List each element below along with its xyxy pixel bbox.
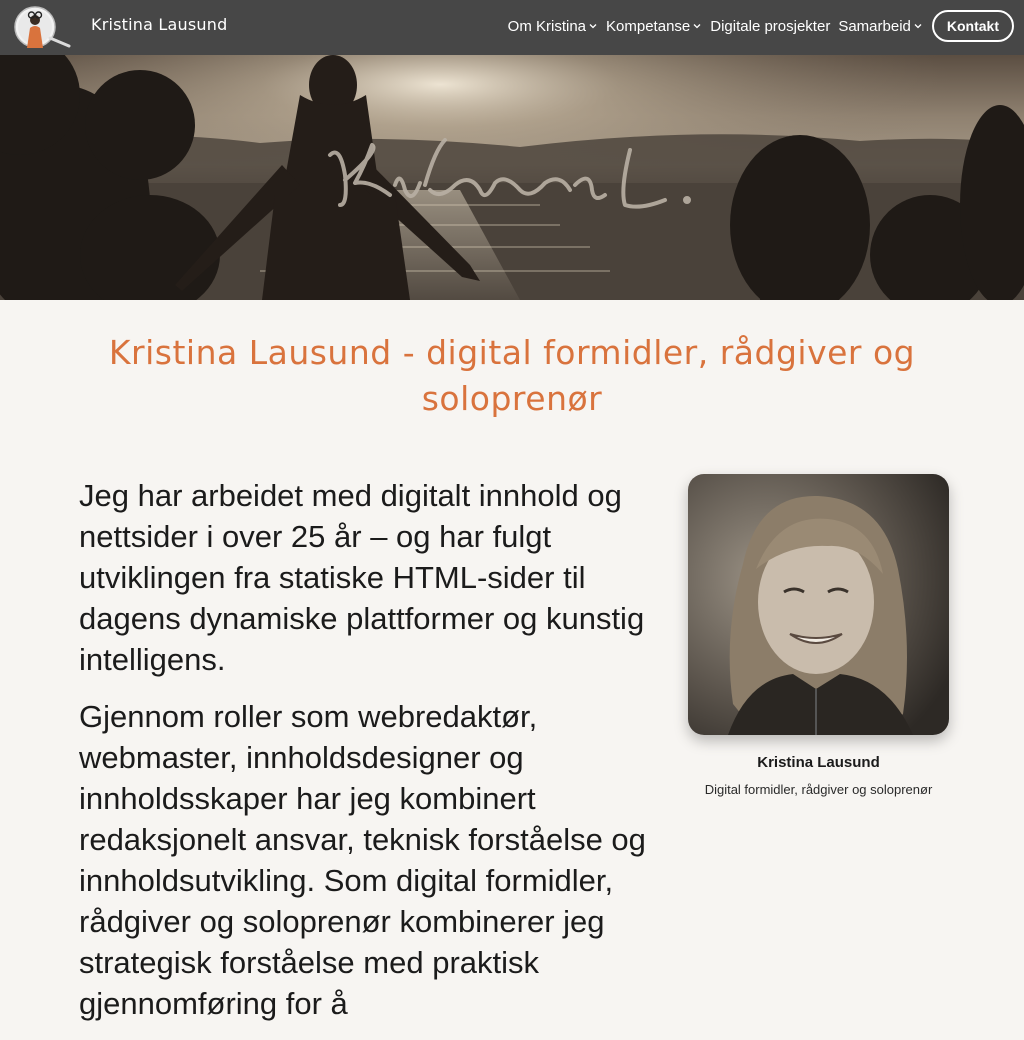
portrait-image [688,474,949,735]
site-header [0,0,1024,55]
hero-signature: Kristina L. [509,260,515,261]
nav-item-label: Om Kristina [507,17,587,35]
chevron-down-icon [913,21,923,31]
nav-item-om-kristina[interactable] [508,18,598,35]
intro-paragraph: Jeg har arbeidet med digitalt innhold og nettsider i over 25 år – og har fulgt utviklingen fra statiske HTML-sider til dagens dynamiske plattformer og kunstig intelligens. [79,478,645,677]
portrait-role: Digital formidler, rådgiver og soloprenør [704,782,933,797]
intro-text [79,475,649,1040]
nav-item-label: Kompetanse [606,17,691,35]
nav-item-samarbeid[interactable] [838,18,923,35]
nav-item-label: Digitale prosjekter [710,17,831,35]
contact-button[interactable]: Kontakt [932,10,1014,42]
hero-image [0,55,1024,300]
portrait-name: Kristina Lausund [757,754,880,771]
nav-item-label: Samarbeid [838,17,911,35]
page-title: Kristina Lausund - digital formidler, rådgiver og soloprenør [108,333,916,418]
portrait-photo [688,474,949,735]
main-nav [508,10,1014,42]
site-title[interactable]: Kristina Lausund [91,15,228,34]
nav-item-digitale-prosjekter[interactable] [710,18,830,35]
chevron-down-icon [692,21,702,31]
chevron-down-icon [588,21,598,31]
hero-banner [0,55,1024,300]
logo-icon[interactable] [14,4,72,50]
intro-paragraph: Gjennom roller som webredaktør, webmaster, innholdsdesigner og innholdsskaper har jeg kombinert redaksjonelt ansvar, teknisk forståelse og innholdsutvikling. Som digital formidler, rådgiver og soloprenør kombinerer jeg strategisk forståelse med praktisk gjennomføring for å [79,699,646,1021]
nav-item-kompetanse[interactable] [606,18,702,35]
